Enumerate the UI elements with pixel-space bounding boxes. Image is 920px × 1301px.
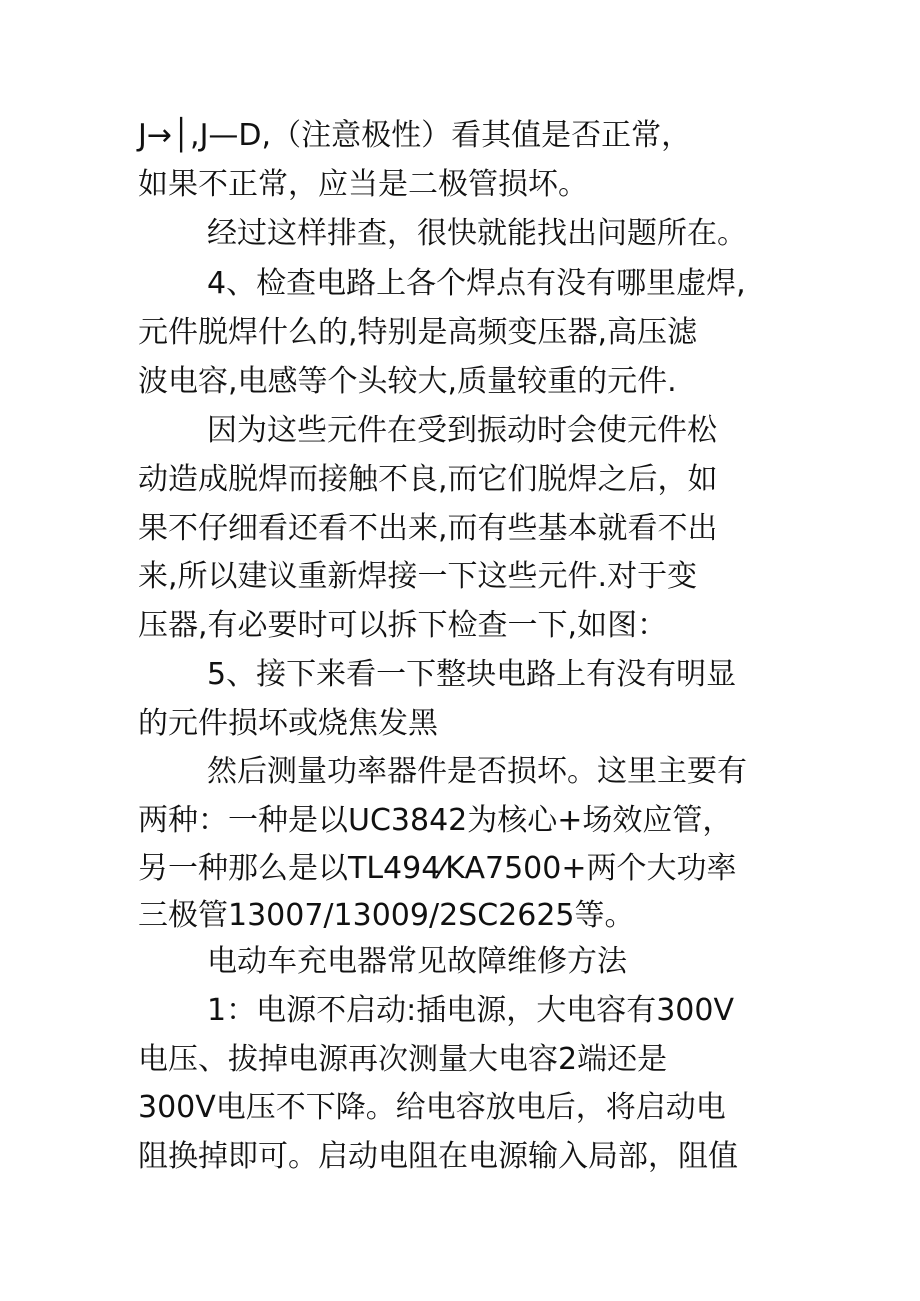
text-line: 动造成脱焊而接触不良,而它们脱焊之后，如: [138, 462, 718, 497]
text-line: 三极管13007/13009/2SC2625等。: [138, 898, 635, 933]
text-line: 的元件损坏或烧焦发黑: [138, 706, 438, 741]
text-line: 300V电压不下降。给电容放电后，将启动电: [138, 1090, 726, 1125]
text-line: 阻换掉即可。启动电阻在电源输入局部，阻值: [138, 1139, 738, 1174]
text-line: 电动车充电器常见故障维修方法: [207, 944, 627, 979]
text-line: 波电容,电感等个头较大,质量较重的元件.: [138, 364, 677, 399]
text-line: 电压、拔掉电源再次测量大电容2端还是: [138, 1042, 668, 1077]
text-line: 因为这些元件在受到振动时会使元件松: [207, 413, 717, 448]
text-line: J→│,J—D,（注意极性）看其值是否正常，: [138, 118, 692, 153]
text-line: 果不仔细看还看不出来,而有些基本就看不出: [138, 511, 718, 546]
text-line: 4、检查电路上各个焊点有没有哪里虚焊,: [207, 266, 746, 301]
text-line: 来,所以建议重新焊接一下这些元件.对于变: [138, 559, 698, 594]
text-line: 1：电源不启动:插电源，大电容有300V: [207, 993, 734, 1028]
text-line: 另一种那么是以TL494⁄KA7500+两个大功率: [138, 851, 737, 886]
text-line: 然后测量功率器件是否损坏。这里主要有: [207, 754, 747, 789]
text-line: 压器,有必要时可以拆下检查一下,如图：: [138, 608, 668, 643]
text-line: 元件脱焊什么的,特别是高频变压器,高压滤: [138, 315, 698, 350]
text-line: 经过这样排查，很快就能找出问题所在。: [207, 216, 747, 251]
text-line: 两种：一种是以UC3842为核心+场效应管，: [138, 803, 733, 838]
text-line: 如果不正常，应当是二极管损坏。: [138, 167, 588, 202]
text-line: 5、接下来看一下整块电路上有没有明显: [207, 657, 737, 692]
